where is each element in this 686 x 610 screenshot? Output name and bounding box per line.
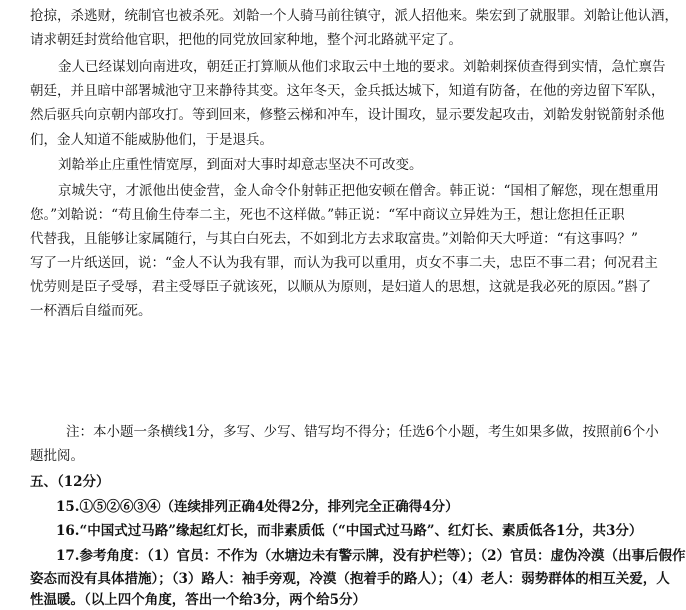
passage-line: 们，金人知道不能威胁他们，于是退兵。 — [30, 132, 273, 148]
passage-line: 抢掠，杀逃财，统制官也被杀死。刘韐一个人骑马前往镇守，派人招他来。柴宏到了就服罪。刘韐让他认酒， — [30, 8, 678, 24]
q14-note: 题批阅。 — [30, 448, 84, 464]
passage-line: 代替我，且能够让家属随行，与其白白死去，不如到北方去求取富贵。”刘韐仰天大呼道：“有这事吗？” — [30, 231, 638, 247]
q16-answer: 16.“中国式过马路”缘起红灯长，而非素质低（“中国式过马路”、红灯长、素质低各1分，共3分） — [56, 523, 643, 539]
passage-line: 忧劳则是臣子受辱，君主受辱臣子就该死，以顺从为原则，是妇道人的思想，这就是我必死的原因。”斟了 — [30, 279, 652, 295]
passage-line: 然后驱兵向京朝内部攻打。等到回来，修整云梯和冲车，设计围攻，显示要发起攻击，刘韐发射锐箭射杀他 — [30, 107, 665, 123]
passage-line: 京城失守，才派他出使金营，金人命令仆射韩正把他安顿在僧舍。韩正说：“国相了解您，现在想重用 — [58, 183, 659, 199]
passage-line: 金人已经谋划向南进攻，朝廷正打算顺从他们求取云中土地的要求。刘韐刺探侦查得到实情，急忙禀告 — [58, 59, 666, 75]
q17-answer-line: 17.参考角度：（1）官员：不作为（水塘边未有警示牌，没有护栏等）；（2）官员：虚伪冷漠（出事后假作 — [56, 548, 686, 564]
q14-note: 注：本小题一条横线1分，多写、少写、错写均不得分；任选6个小题，考生如果多做，按照前6个小 — [66, 424, 659, 440]
q15-answer: 15.①⑤②⑥③④（连续排列正确4处得2分，排列完全正确得4分） — [56, 499, 459, 515]
passage-line: 您。”刘韐说：“苟且偷生侍奉二主，死也不这样做。”韩正说：“军中商议立异姓为王，想让您担任正职 — [30, 207, 625, 223]
passage-line: 一杯酒后自缢而死。 — [30, 303, 152, 319]
passage-line: 请求朝廷封赏给他官职，把他的同党放回家种地，整个河北路就平定了。 — [30, 32, 462, 48]
passage-line: 写了一片纸送回，说：“金人不认为我有罪，而认为我可以重用，贞女不事二夫，忠臣不事二君；何况君主 — [30, 255, 658, 271]
passage-line: 刘韐举止庄重性情宽厚，到面对大事时却意志坚决不可改变。 — [58, 157, 423, 173]
section-header: 五、（12分） — [30, 474, 110, 490]
passage-line: 朝廷，并且暗中部署城池守卫来静待其变。这年冬天，金兵抵达城下，知道有防备，在他的旁边留下军队， — [30, 83, 665, 99]
q17-answer-line: 姿态而没有具体措施）；（3）路人：袖手旁观，冷漠（抱着手的路人）；（4）老人：弱势群体的相互关爱，人 — [30, 571, 670, 587]
q17-answer-line: 性温暖。（以上四个角度，答出一个给3分，两个给5分） — [30, 592, 367, 608]
